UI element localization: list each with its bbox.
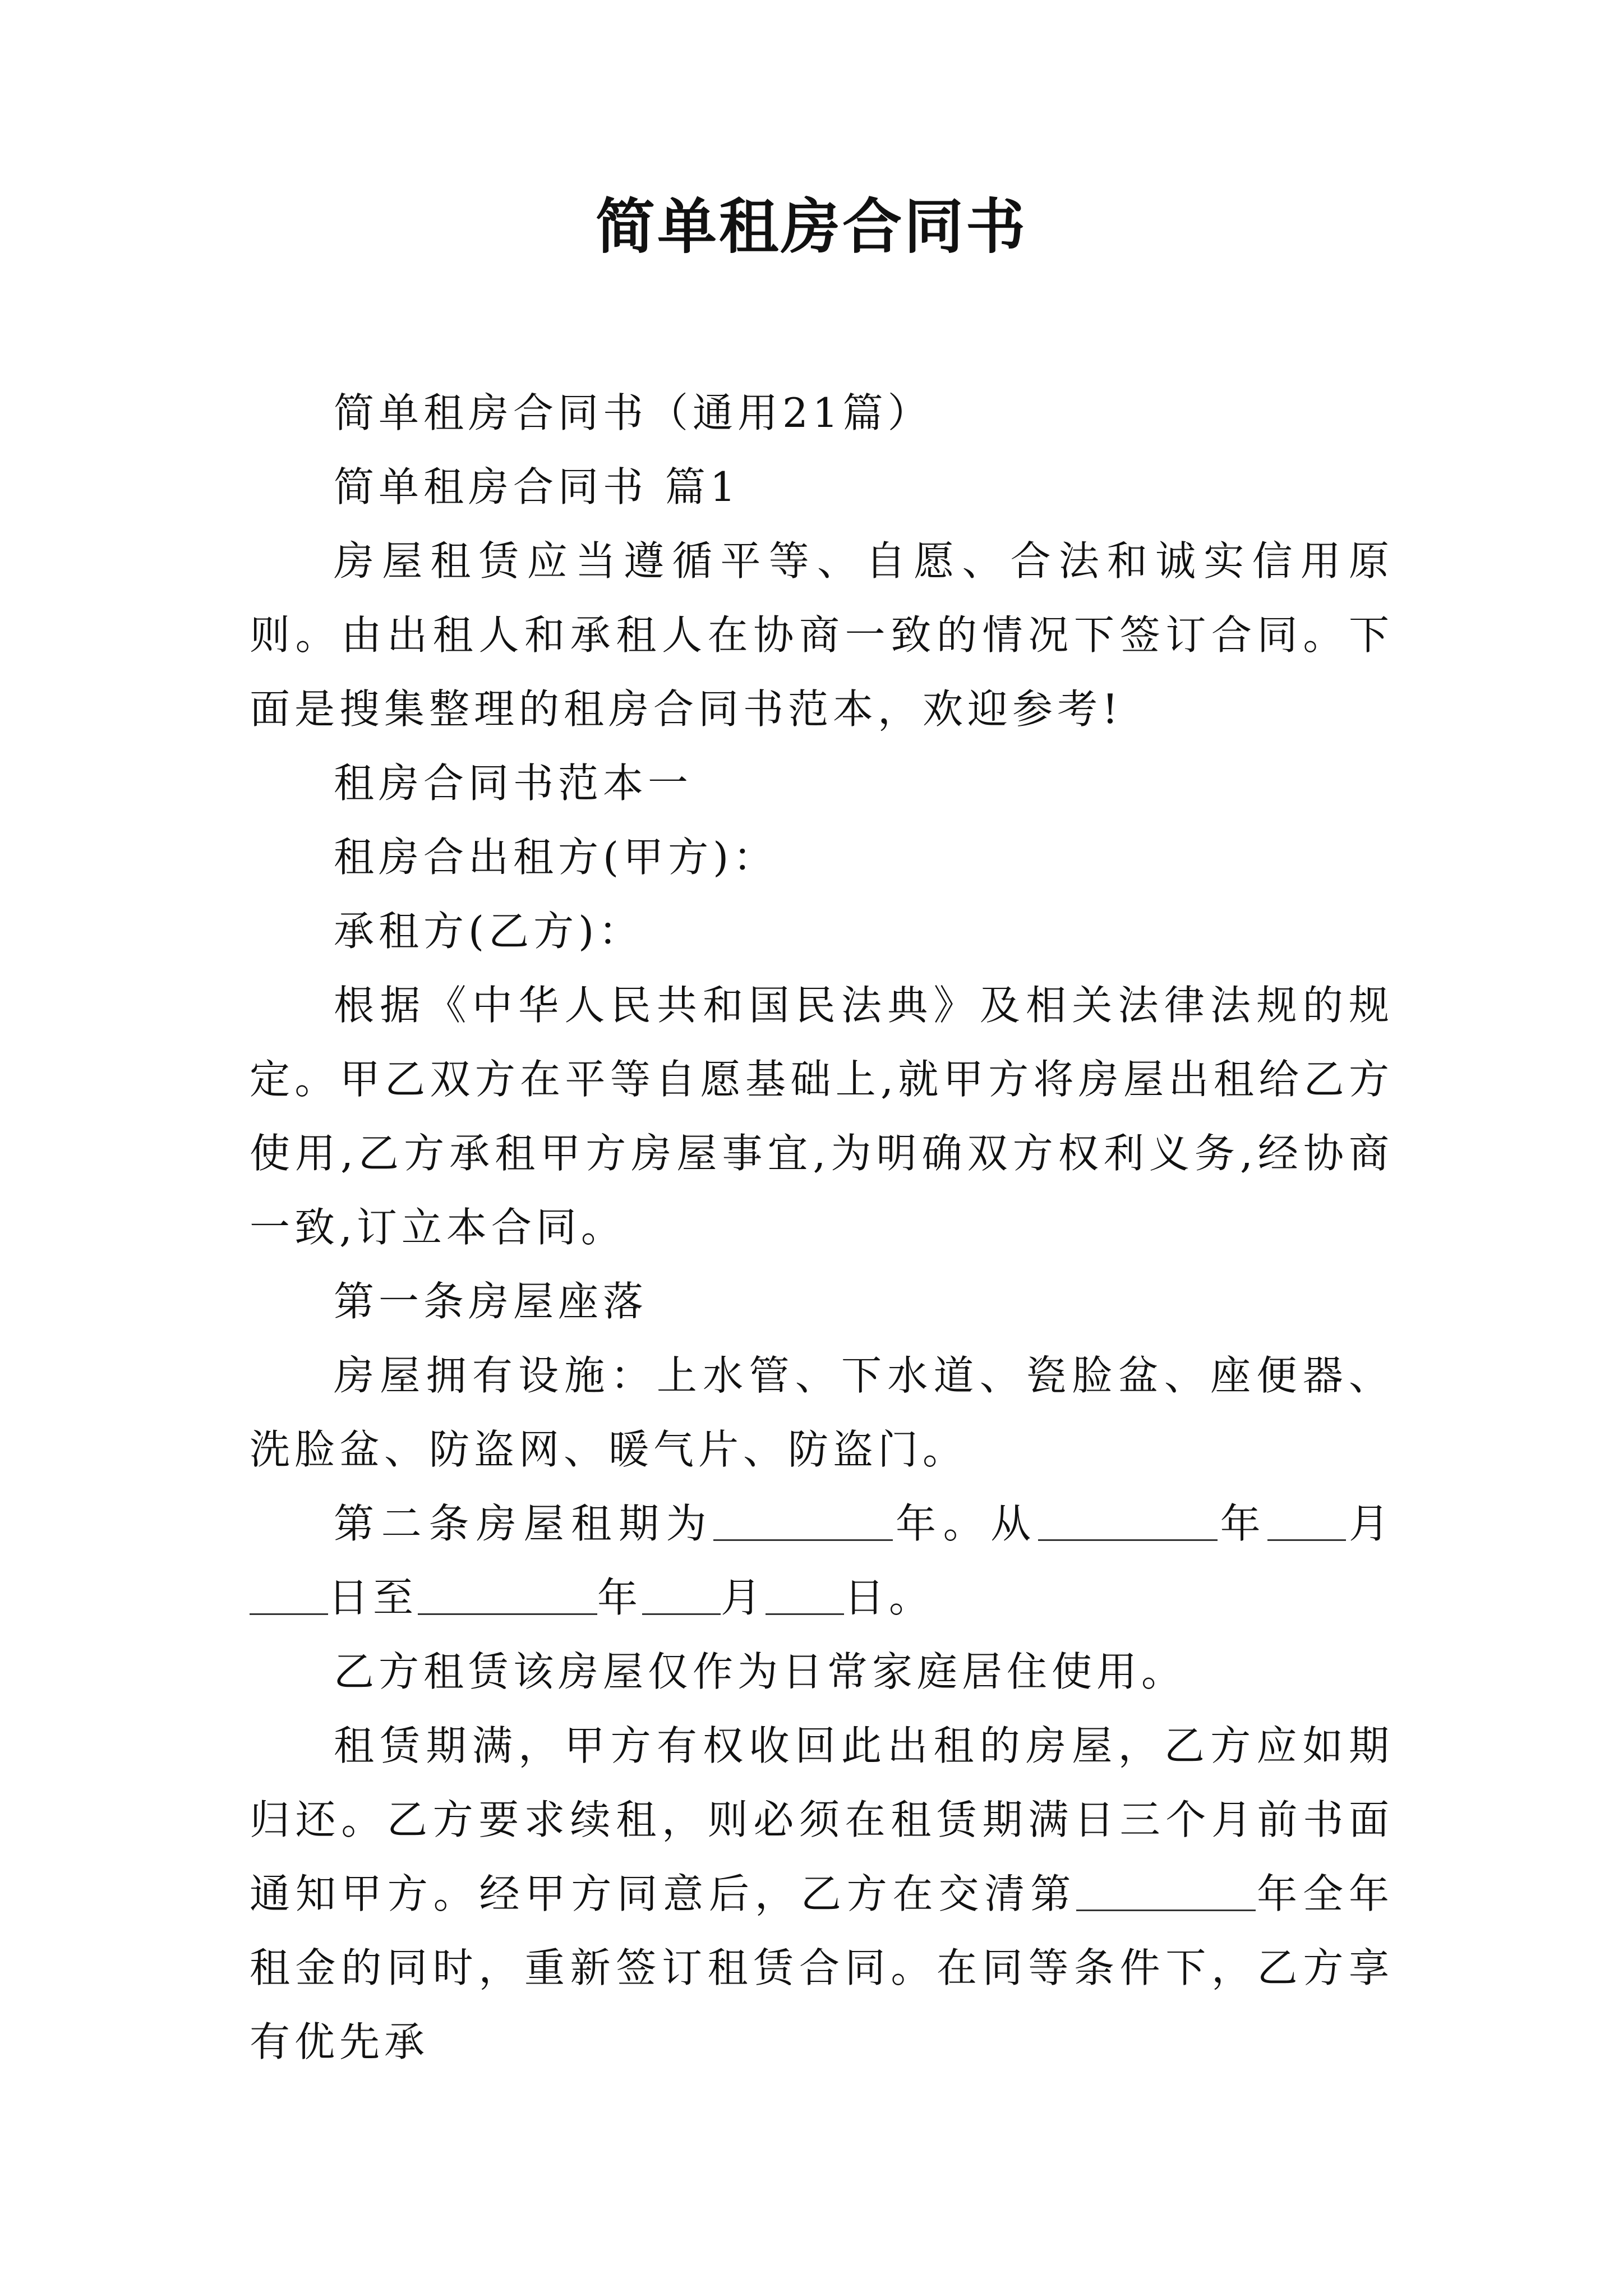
lease-term-text: 日至	[328, 1574, 418, 1621]
renewal-text: 租赁期满，甲方有权收回此出租的房屋，乙方应如期归还。乙方要求续租，则必须在租赁期满日三个月前书面通知甲方。经甲方同意后，乙方在交清第	[250, 1722, 1394, 1917]
article-one-heading: 第一条房屋座落	[334, 1278, 648, 1325]
subtitle-paragraph: 简单租房合同书（通用21篇）	[334, 389, 933, 436]
blank-field	[642, 1575, 721, 1615]
usage-paragraph: 乙方租赁该房屋仅作为日常家庭居住使用。	[334, 1648, 1187, 1695]
blank-field	[713, 1501, 893, 1541]
document-body	[250, 376, 1394, 2079]
legal-basis-paragraph: 根据《中华人民共和国民法典》及相关法律法规的规定。甲乙双方在平等自愿基础上,就甲方将房屋出租给乙方使用,乙方承租甲方房屋事宜,为明确双方权利义务,经协商一致,订立本合同。	[250, 982, 1394, 1251]
lease-term-text: 年	[597, 1574, 643, 1621]
lease-term-text: 月	[1346, 1500, 1394, 1547]
blank-field	[250, 1575, 328, 1615]
lease-term-text: 年	[1217, 1500, 1268, 1547]
blank-field	[1267, 1501, 1346, 1541]
blank-field	[766, 1575, 844, 1615]
section-heading: 简单租房合同书 篇1	[334, 463, 740, 510]
lease-term-text: 月	[721, 1574, 766, 1621]
renewal-text: 年全年租金的同时，重新签订租赁合同。在同等条件下，乙方享有优先承	[250, 1870, 1394, 2065]
facilities-paragraph: 房屋拥有设施：上水管、下水道、瓷脸盆、座便器、洗脸盆、防盗网、暖气片、防盗门。	[250, 1352, 1394, 1473]
lease-term-text: 年。从	[893, 1500, 1038, 1547]
lease-term-text: 日。	[844, 1574, 934, 1621]
blank-field	[1038, 1501, 1218, 1541]
blank-field	[418, 1575, 597, 1615]
lessee-line: 承租方(乙方)：	[334, 908, 644, 955]
lease-term-text: 第二条房屋租期为	[334, 1500, 714, 1547]
lease-term-paragraph	[250, 1487, 1394, 1635]
renewal-paragraph	[250, 1709, 1394, 2079]
lessor-line: 租房合出租方(甲方)：	[334, 834, 778, 881]
document-title: 简单租房合同书	[596, 191, 1027, 261]
blank-field	[1076, 1871, 1256, 1911]
sample-heading: 租房合同书范本一	[334, 760, 693, 807]
intro-paragraph: 房屋租赁应当遵循平等、自愿、合法和诚实信用原则。由出租人和承租人在协商一致的情况下签订合同。下面是搜集整理的租房合同书范本，欢迎参考!	[250, 537, 1394, 733]
